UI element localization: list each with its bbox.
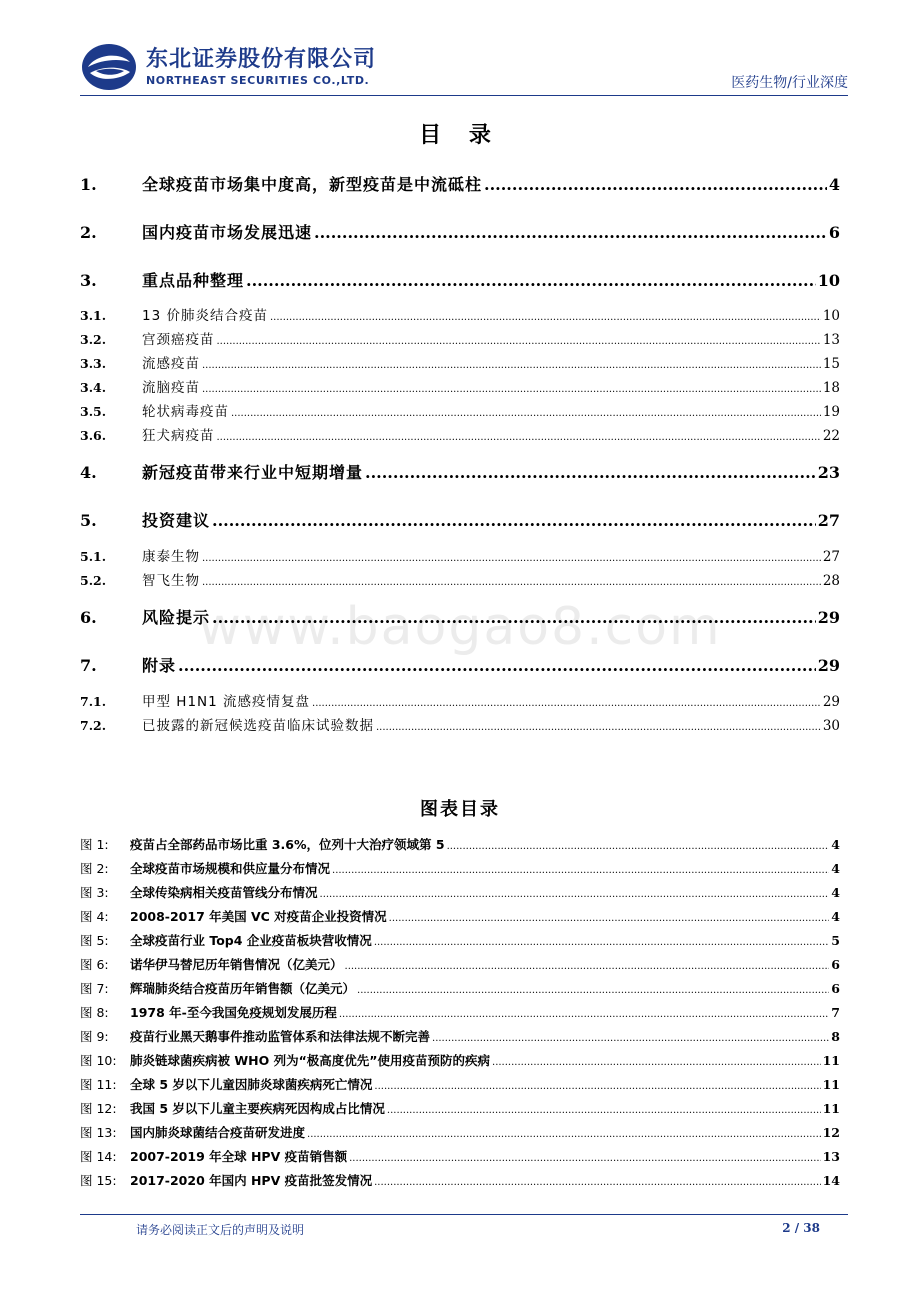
toc-page: 28	[822, 573, 840, 589]
toc-label: 全球疫苗市场集中度高，新型疫苗是中流砥柱	[142, 175, 483, 194]
toc-leader	[202, 360, 821, 371]
toc-page: 30	[822, 718, 840, 734]
toc-entry[interactable]	[80, 352, 840, 372]
toc-entry[interactable]	[80, 220, 840, 243]
toc-page: 29	[817, 656, 840, 675]
toc-leader	[217, 432, 821, 443]
figure-caption: 辉瑞肺炎结合疫苗历年销售额（亿美元）	[130, 981, 356, 996]
figure-caption: 1978 年-至今我国免疫规划发展历程	[130, 1005, 337, 1020]
figure-leader	[389, 913, 830, 924]
figure-entry[interactable]	[80, 835, 840, 853]
figure-caption: 2017-2020 年国内 HPV 疫苗批签发情况	[130, 1173, 373, 1188]
toc-entry[interactable]	[80, 653, 840, 676]
toc-leader	[312, 698, 821, 709]
toc-entry[interactable]	[80, 508, 840, 531]
figure-page: 5	[831, 933, 840, 948]
toc-leader	[231, 408, 821, 419]
figure-caption: 诺华伊马替尼历年销售情况（亿美元）	[130, 957, 343, 972]
watermark: www.baogao8.com	[198, 597, 722, 657]
figure-number: 图 14:	[80, 1149, 117, 1164]
toc-leader	[202, 553, 821, 564]
toc-label: 轮状病毒疫苗	[142, 404, 229, 420]
figure-leader	[307, 1129, 821, 1140]
toc-number: 3.6.	[80, 428, 107, 443]
toc-number: 3.5.	[80, 404, 107, 419]
figure-page: 8	[831, 1029, 840, 1044]
toc-page: 23	[817, 463, 840, 482]
header-divider	[80, 95, 848, 96]
figure-number: 图 6:	[80, 957, 109, 972]
figure-entry[interactable]	[80, 1123, 840, 1141]
toc-label: 国内疫苗市场发展迅速	[142, 223, 313, 242]
toc-leader	[246, 271, 816, 290]
figure-leader	[357, 985, 829, 996]
company-logo-icon	[80, 42, 138, 92]
figure-entry[interactable]	[80, 883, 840, 901]
figure-number: 图 12:	[80, 1101, 117, 1116]
figure-number: 图 4:	[80, 909, 109, 924]
toc-label: 风险提示	[142, 608, 211, 627]
toc-number: 3.1.	[80, 308, 107, 323]
toc-leader	[484, 175, 827, 194]
figure-number: 图 13:	[80, 1125, 117, 1140]
toc-label: 已披露的新冠候选疫苗临床试验数据	[142, 718, 374, 734]
figure-caption: 全球 5 岁以下儿童因肺炎球菌疾病死亡情况	[130, 1077, 373, 1092]
toc-entry[interactable]	[80, 424, 840, 444]
figure-number: 图 8:	[80, 1005, 109, 1020]
toc-entry[interactable]	[80, 376, 840, 396]
figure-page: 13	[822, 1149, 840, 1164]
toc-leader	[270, 312, 821, 323]
toc-number: 6.	[80, 608, 97, 627]
figure-entry[interactable]	[80, 907, 840, 925]
figure-page: 4	[831, 885, 840, 900]
figure-number: 图 1:	[80, 837, 109, 852]
figure-caption: 肺炎链球菌疾病被 WHO 列为“极高度优先”使用疫苗预防的疾病	[130, 1053, 491, 1068]
figure-page: 14	[822, 1173, 840, 1188]
figure-leader	[339, 1009, 829, 1020]
disclaimer-note: 请务必阅读正文后的声明及说明	[136, 1223, 305, 1237]
figure-caption: 疫苗占全部药品市场比重 3.6%，位列十大治疗领域第 5	[130, 837, 445, 852]
toc-page: 6	[828, 223, 840, 242]
toc-entry[interactable]	[80, 460, 840, 483]
toc-label: 狂犬病疫苗	[142, 428, 215, 444]
figure-leader	[374, 1081, 820, 1092]
figure-leader	[432, 1033, 829, 1044]
toc-leader	[212, 511, 816, 530]
figure-entry[interactable]	[80, 1027, 840, 1045]
figure-leader	[349, 1153, 820, 1164]
toc-leader	[217, 336, 821, 347]
figure-entry[interactable]	[80, 1099, 840, 1117]
toc-number: 7.1.	[80, 694, 107, 709]
toc-page: 19	[822, 404, 840, 420]
toc-number: 3.	[80, 271, 97, 290]
figure-page: 11	[822, 1077, 840, 1092]
toc-entry[interactable]	[80, 569, 840, 589]
toc-entry[interactable]	[80, 172, 840, 195]
footer-divider	[80, 1214, 848, 1215]
toc-leader	[365, 463, 816, 482]
figure-leader	[332, 865, 829, 876]
figure-leader	[320, 889, 830, 900]
figure-entry[interactable]	[80, 1051, 840, 1069]
toc-number: 3.2.	[80, 332, 107, 347]
toc-label: 甲型 H1N1 流感疫情复盘	[142, 694, 311, 710]
toc-entry[interactable]	[80, 714, 840, 734]
toc-label: 重点品种整理	[142, 271, 245, 290]
toc-page: 13	[822, 332, 840, 348]
figure-caption: 全球疫苗市场规模和供应量分布情况	[130, 861, 331, 876]
toc-leader	[202, 384, 821, 395]
toc-title: 目 录	[419, 123, 501, 148]
toc-number: 5.	[80, 511, 97, 530]
toc-entry[interactable]	[80, 328, 840, 348]
figure-caption: 2008-2017 年美国 VC 对疫苗企业投资情况	[130, 909, 387, 924]
figure-page: 11	[822, 1053, 840, 1068]
figure-number: 图 11:	[80, 1077, 117, 1092]
toc-number: 7.	[80, 656, 97, 675]
figure-list-title: 图表目录	[420, 799, 500, 820]
figure-leader	[345, 961, 830, 972]
toc-page: 10	[822, 308, 840, 324]
toc-page: 29	[817, 608, 840, 627]
figure-number: 图 5:	[80, 933, 109, 948]
toc-page: 22	[822, 428, 840, 444]
toc-entry[interactable]	[80, 304, 840, 324]
toc-page: 10	[817, 271, 840, 290]
toc-page: 29	[822, 694, 840, 710]
figure-page: 4	[831, 837, 840, 852]
figure-caption: 疫苗行业黑天鹅事件推动监管体系和法律法规不断完善	[130, 1029, 431, 1044]
toc-label: 13 价肺炎结合疫苗	[142, 308, 268, 324]
figure-leader	[447, 841, 830, 852]
figure-leader	[387, 1105, 821, 1116]
figure-page: 11	[822, 1101, 840, 1116]
toc-number: 2.	[80, 223, 97, 242]
figure-caption: 全球疫苗行业 Top4 企业疫苗板块营收情况	[130, 933, 372, 948]
company-name-en: NORTHEAST SECURITIES CO.,LTD.	[146, 74, 370, 87]
toc-number: 5.2.	[80, 573, 107, 588]
toc-leader	[376, 722, 821, 733]
toc-label: 新冠疫苗带来行业中短期增量	[142, 463, 364, 482]
figure-leader	[492, 1057, 821, 1068]
toc-entry[interactable]	[80, 400, 840, 420]
toc-page: 18	[822, 380, 840, 396]
figure-leader	[374, 937, 829, 948]
figure-page: 4	[831, 861, 840, 876]
toc-number: 3.4.	[80, 380, 107, 395]
figure-page: 7	[831, 1005, 840, 1020]
toc-label: 宫颈癌疫苗	[142, 332, 215, 348]
toc-number: 7.2.	[80, 718, 107, 733]
report-category: 医药生物/行业深度	[731, 75, 848, 91]
toc-number: 5.1.	[80, 549, 107, 564]
figure-number: 图 2:	[80, 861, 109, 876]
toc-number: 3.3.	[80, 356, 107, 371]
figure-page: 4	[831, 909, 840, 924]
figure-caption: 全球传染病相关疫苗管线分布情况	[130, 885, 318, 900]
figure-entry[interactable]	[80, 979, 840, 997]
toc-page: 27	[817, 511, 840, 530]
figure-caption: 国内肺炎球菌结合疫苗研发进度	[130, 1125, 306, 1140]
toc-label: 智飞生物	[142, 573, 200, 589]
toc-entry[interactable]	[80, 545, 840, 565]
toc-leader	[178, 656, 816, 675]
figure-leader	[374, 1177, 820, 1188]
toc-leader	[212, 608, 816, 627]
figure-page: 12	[822, 1125, 840, 1140]
toc-entry[interactable]	[80, 268, 840, 291]
figure-page: 6	[831, 957, 840, 972]
toc-number: 4.	[80, 463, 97, 482]
toc-label: 康泰生物	[142, 549, 200, 565]
toc-label: 附录	[142, 656, 177, 675]
figure-entry[interactable]	[80, 859, 840, 877]
figure-number: 图 15:	[80, 1173, 117, 1188]
toc-page: 4	[828, 175, 840, 194]
figure-number: 图 7:	[80, 981, 109, 996]
figure-number: 图 9:	[80, 1029, 109, 1044]
company-name-cn: 东北证券股份有限公司	[146, 47, 377, 72]
figure-entry[interactable]	[80, 955, 840, 973]
figure-entry[interactable]	[80, 1003, 840, 1021]
toc-label: 投资建议	[142, 511, 211, 530]
toc-entry[interactable]	[80, 690, 840, 710]
figure-caption: 我国 5 岁以下儿童主要疾病死因构成占比情况	[130, 1101, 385, 1116]
page-number: 2 / 38	[782, 1221, 820, 1235]
toc-page: 15	[822, 356, 840, 372]
figure-entry[interactable]	[80, 1171, 840, 1189]
figure-caption: 2007-2019 年全球 HPV 疫苗销售额	[130, 1149, 348, 1164]
toc-number: 1.	[80, 175, 97, 194]
toc-leader	[202, 577, 821, 588]
figure-number: 图 3:	[80, 885, 109, 900]
figure-entry[interactable]	[80, 931, 840, 949]
figure-entry[interactable]	[80, 1147, 840, 1165]
toc-entry[interactable]	[80, 605, 840, 628]
toc-leader	[314, 223, 827, 242]
toc-page: 27	[822, 549, 840, 565]
figure-page: 6	[831, 981, 840, 996]
toc-label: 流脑疫苗	[142, 380, 200, 396]
toc-label: 流感疫苗	[142, 356, 200, 372]
figure-number: 图 10:	[80, 1053, 117, 1068]
figure-entry[interactable]	[80, 1075, 840, 1093]
